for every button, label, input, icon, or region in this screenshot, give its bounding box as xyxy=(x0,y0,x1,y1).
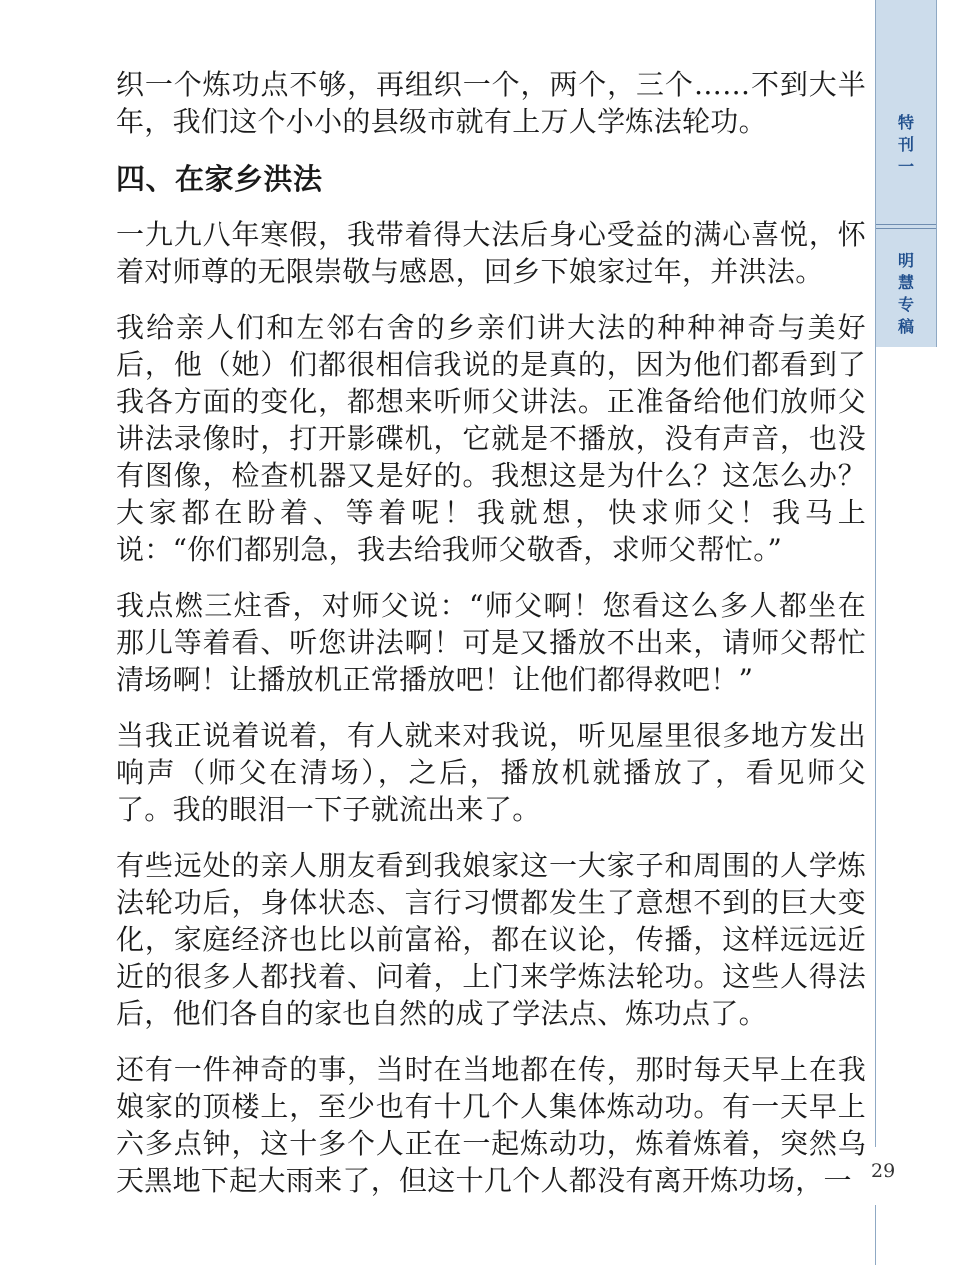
article-body xyxy=(116,66,866,1218)
margin-rule xyxy=(875,347,876,1147)
tab-char: 稿 xyxy=(897,317,914,336)
tab-char: 明 xyxy=(897,251,914,270)
paragraph-6: 有些远处的亲人朋友看到我娘家这一大家子和周围的人学炼法轮功后，身体状态、言行习惯都发生了意想不到的巨大变化，家庭经济也比以前富裕，都在议论，传播，这样远远近近的很多人都找着、问着，上门来学炼法轮功。这些人得法后，他们各自的家也自然的成了学法点、炼功点了。 xyxy=(116,849,866,1030)
tab-char: 刊 xyxy=(897,135,914,154)
paragraph-2: 一九九八年寒假，我带着得大法后身心受益的满心喜悦，怀着对师尊的无限崇敬与感恩，回乡下娘家过年，并洪法。 xyxy=(116,218,866,288)
tab-divider xyxy=(876,224,936,229)
side-tab xyxy=(875,0,937,347)
tab-label-minghui xyxy=(876,250,936,338)
page-number: 29 xyxy=(871,1160,896,1182)
paragraph-1: 织一个炼功点不够，再组织一个，两个，三个……不到大半年，我们这个小小的县级市就有上万人学炼法轮功。 xyxy=(116,68,866,138)
tab-char: 慧 xyxy=(897,273,914,292)
tab-char: 一 xyxy=(897,157,914,176)
tab-char: 专 xyxy=(897,295,914,314)
margin-rule-bottom xyxy=(875,1205,876,1265)
paragraph-3: 我给亲人们和左邻右舍的乡亲们讲大法的种种神奇与美好后，他（她）们都很相信我说的是真的，因为他们都看到了我各方面的变化，都想来听师父讲法。正准备给他们放师父讲法录像时，打开影碟机，它就是不播放，没有声音，也没有图像，检查机器又是好的。我想这是为什么？这怎么办？大家都在盼着、等着呢！我就想，快求师父！我马上说：“你们都别急，我去给我师父敬香，求师父帮忙。” xyxy=(116,311,866,566)
section-heading: 四、在家乡洪法 xyxy=(116,162,323,196)
tab-char: 特 xyxy=(897,113,914,132)
tab-label-special-issue xyxy=(876,112,936,178)
paragraph-4: 我点燃三炷香，对师父说：“师父啊！您看这么多人都坐在那儿等着看、听您讲法啊！可是又播放不出来，请师父帮忙清场啊！让播放机正常播放吧！让他们都得救吧！” xyxy=(116,589,866,696)
paragraph-5: 当我正说着说着，有人就来对我说，听见屋里很多地方发出响声（师父在清场），之后，播放机就播放了，看见师父了。我的眼泪一下子就流出来了。 xyxy=(116,719,866,826)
paragraph-7: 还有一件神奇的事，当时在当地都在传，那时每天早上在我娘家的顶楼上，至少也有十几个人集体炼动功。有一天早上六多点钟，这十多个人正在一起炼动功，炼着炼着，突然乌天黑地下起大雨来了，但这十几个人都没有离开炼功场，一 xyxy=(116,1053,866,1197)
